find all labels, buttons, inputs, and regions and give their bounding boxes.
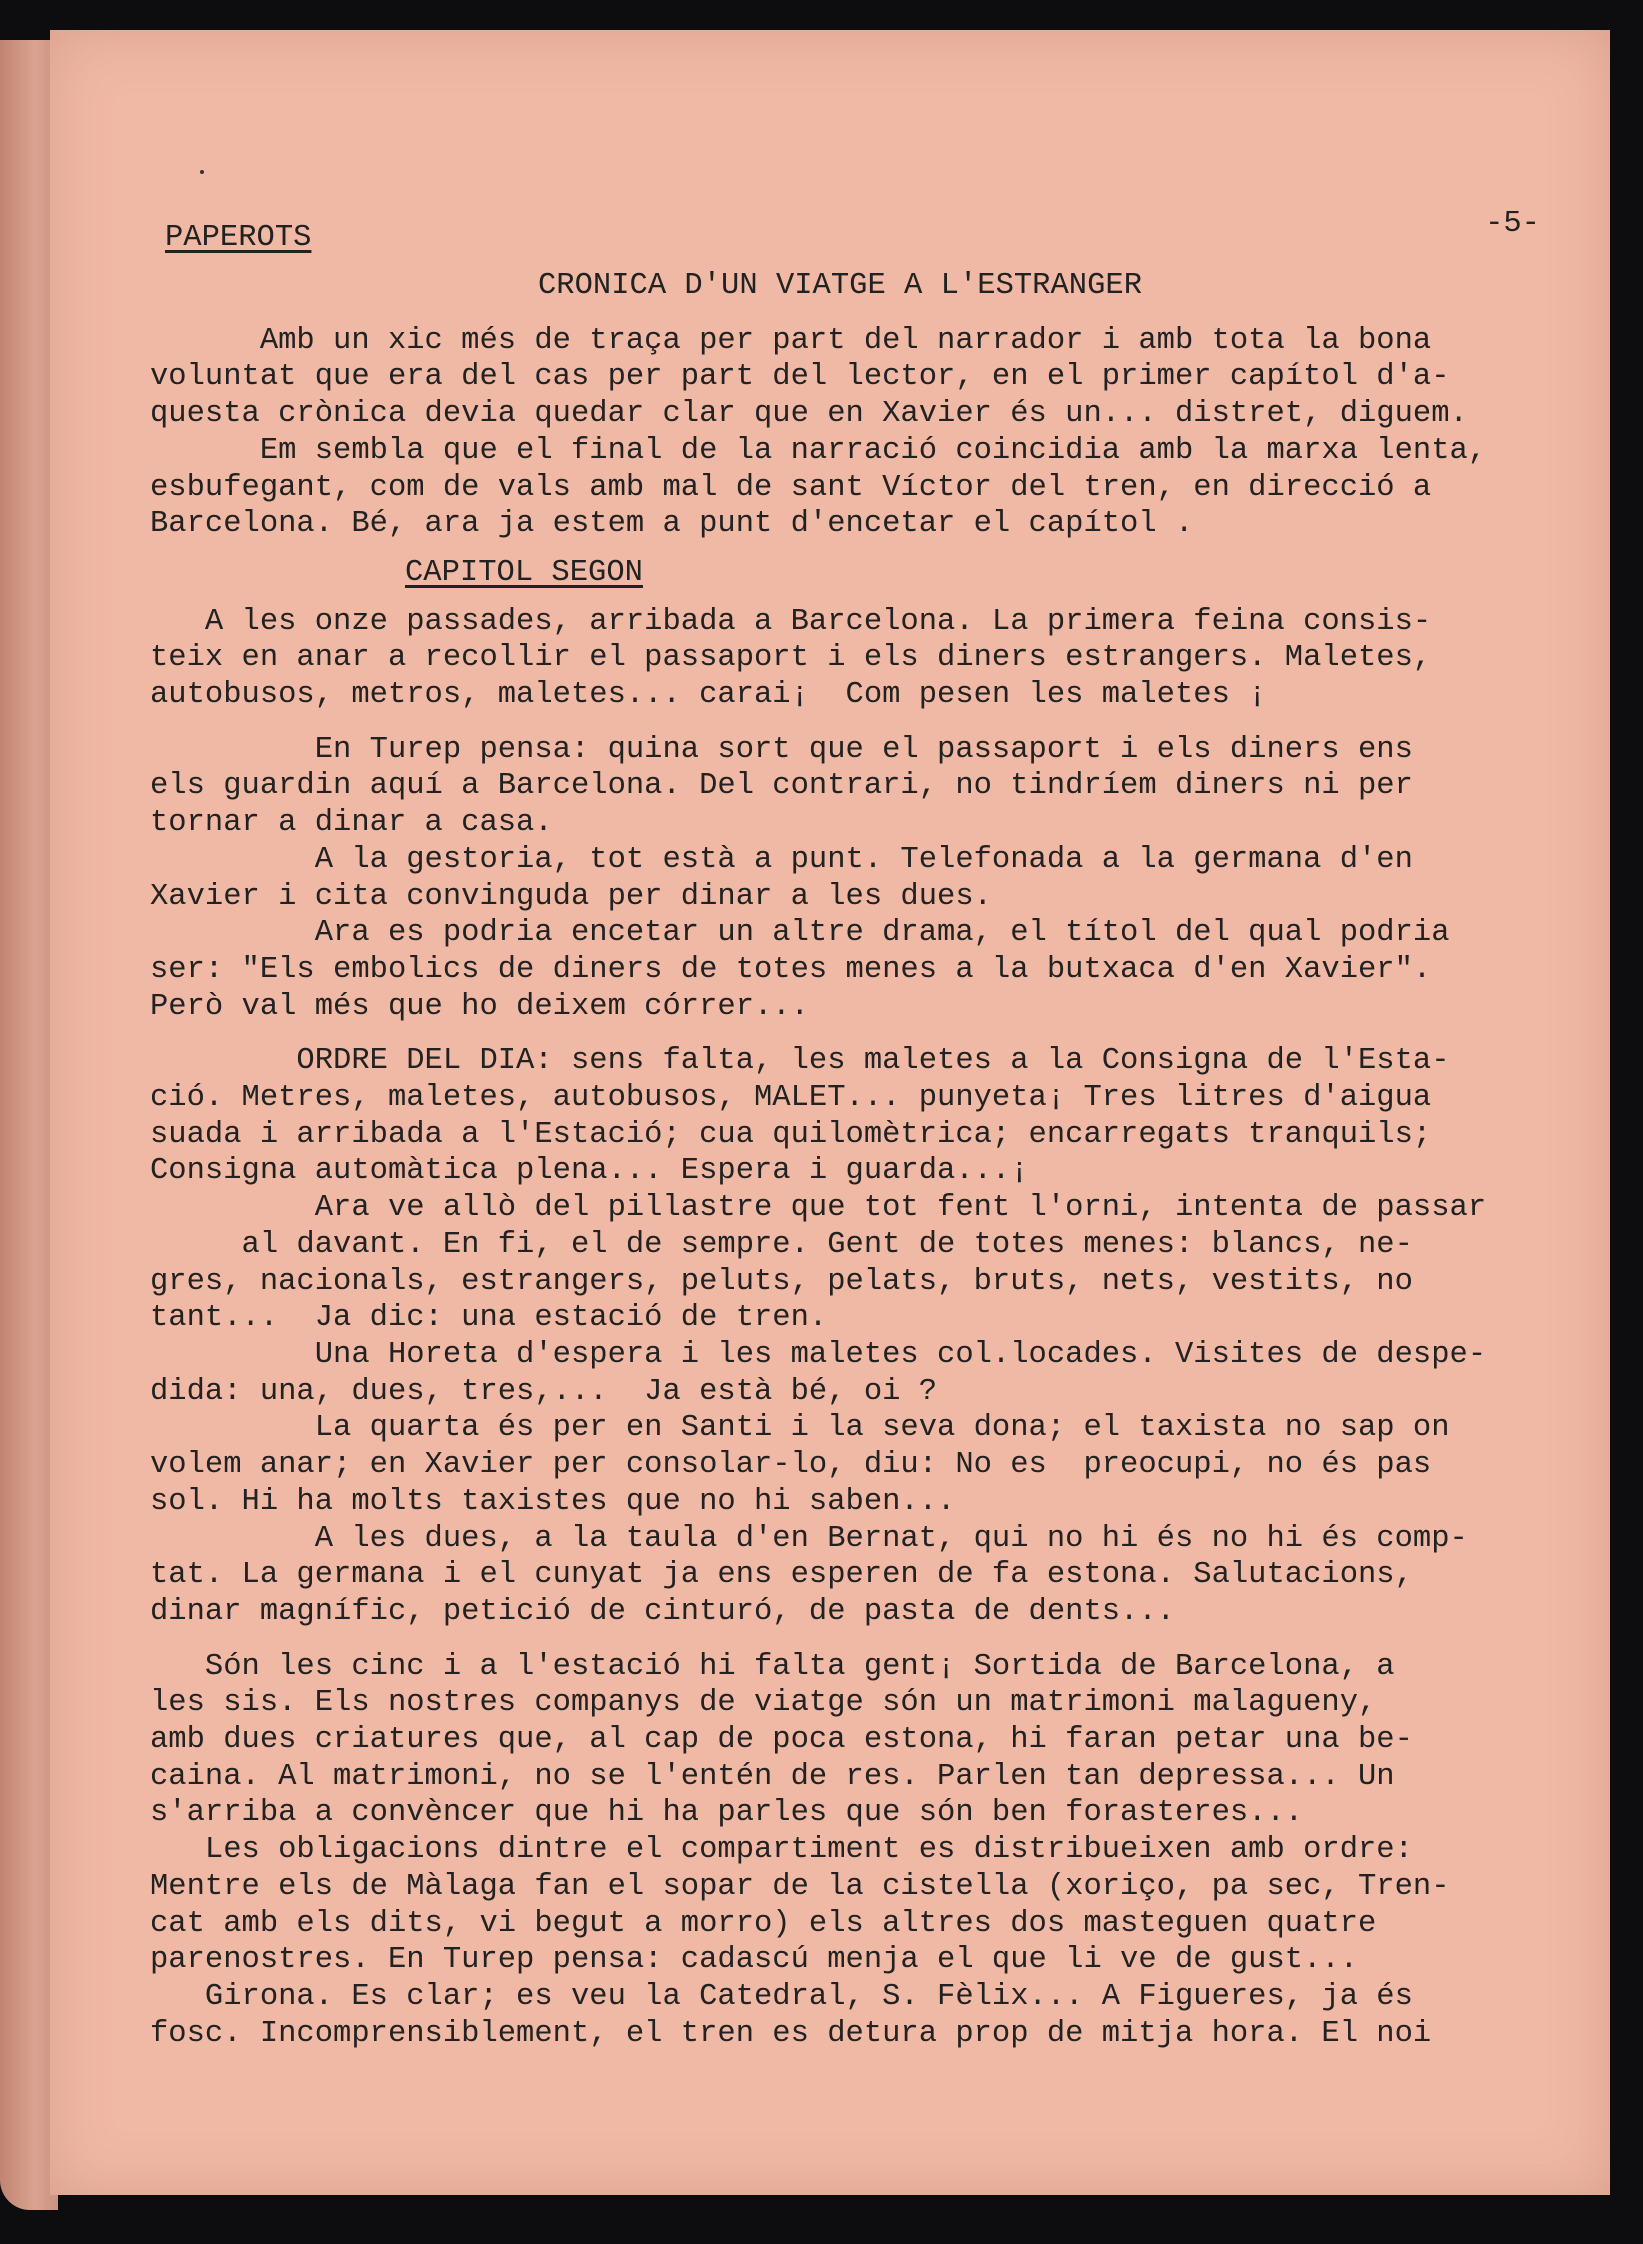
body-paragraph: A la gestoria, tot està a punt. Telefonada a la germana d'en Xavier i cita convinguda per dinar a les dues. bbox=[150, 842, 1413, 914]
body-paragraph: La quarta és per en Santi i la seva dona; el taxista no sap on volem anar; en Xavier per consolar-lo, diu: No es preocupi, no és pas sol. Hi ha molts taxistes que no hi saben... bbox=[150, 1411, 1450, 1519]
running-title: PAPEROTS bbox=[165, 221, 312, 255]
page-content bbox=[150, 207, 1540, 2052]
section-heading: CAPITOL SEGON bbox=[405, 555, 643, 590]
body-paragraph: Girona. Es clar; es veu la Catedral, S. Fèlix... A Figueres, ja és fosc. Incomprensiblement, el tren es detura prop de mitja hora. El noi bbox=[150, 1979, 1432, 2051]
body-paragraph: Ara es podria encetar un altre drama, el títol del qual podria ser: "Els embolics de diners de totes menes a la butxaca d'en Xavier". Però val més que ho deixem córrer... bbox=[150, 916, 1450, 1024]
intro-paragraph-2: Em sembla que el final de la narració coincidia amb la marxa lenta, esbufegant, com de vals amb mal de sant Víctor del tren, en direcció a Barcelona. Bé, ara ja estem a punt d'encetar el capítol . bbox=[150, 433, 1487, 542]
page-number: -5- bbox=[1485, 207, 1540, 241]
body-paragraph: En Turep pensa: quina sort que el passaport i els diners ens els guardin aquí a Barcelona. Del contrari, no tindríem diners ni per tornar a dinar a casa. bbox=[150, 732, 1413, 841]
body-paragraph: Una Horeta d'espera i les maletes col.locades. Visites de despe- dida: una, dues, tres,... Ja està bé, oi ? bbox=[150, 1337, 1487, 1409]
page-header bbox=[150, 207, 1540, 260]
intro-paragraph-1: Amb un xic més de traça per part del narrador i amb tota la bona voluntat que era del cas per part del lector, en el primer capítol d'a- questa crònica devia quedar clar que en Xavier és un... distret, diguem. bbox=[150, 323, 1468, 432]
document-page bbox=[50, 30, 1610, 2195]
body-paragraph: A les onze passades, arribada a Barcelona. La primera feina consis- teix en anar a recollir el passaport i els diners estrangers. Maletes, autobusos, metros, maletes... carai¡ Com pesen les maletes ¡ bbox=[150, 604, 1432, 713]
body-paragraph: A les dues, a la taula d'en Bernat, qui no hi és no hi és comp- tat. La germana i el cunyat ja ens esperen de fa estona. Salutacions, dinar magnífic, petició de cinturó, de pasta de dents... bbox=[150, 1521, 1468, 1629]
ink-speck bbox=[200, 170, 204, 174]
body-paragraph: Ara ve allò del pillastre que tot fent l'orni, intenta de passar al davant. En fi, el de sempre. Gent de totes menes: blancs, ne- gres, nacionals, estrangers, peluts, pelats, bruts, nets, vestits, no tant... Ja dic: una estació de tren. bbox=[150, 1191, 1487, 1336]
article-title: CRONICA D'UN VIATGE A L'ESTRANGER bbox=[538, 269, 1142, 303]
body-paragraph: ORDRE DEL DIA: sens falta, les maletes a la Consigna de l'Esta- ció. Metres, maletes, autobusos, MALET... punyeta¡ Tres litres d'aigua suada i arribada a l'Estació; cua quilomètrica; encarregats tranquils; Consigna automàtica plena... Espera i guarda...¡ bbox=[150, 1044, 1450, 1189]
body-paragraph: Les obligacions dintre el compartiment es distribueixen amb ordre: Mentre els de Màlaga fan el sopar de la cistella (xoriço, pa sec, Tren- cat amb els dits, vi begut a morro) els altres dos masteguen quatre parenostres. En Turep pensa: cadascú menja el que li ve de gust... bbox=[150, 1833, 1450, 1978]
body-paragraph: Són les cinc i a l'estació hi falta gent¡ Sortida de Barcelona, a les sis. Els nostres companys de viatge són un matrimoni malagueny, amb dues criatures que, al cap de poca estona, hi faran petar una be- caina. Al matrimoni, no se l'entén de res. Parlen tan depressa... Un s'arriba a convèncer que hi ha parles que són ben forasteres... bbox=[150, 1649, 1413, 1831]
